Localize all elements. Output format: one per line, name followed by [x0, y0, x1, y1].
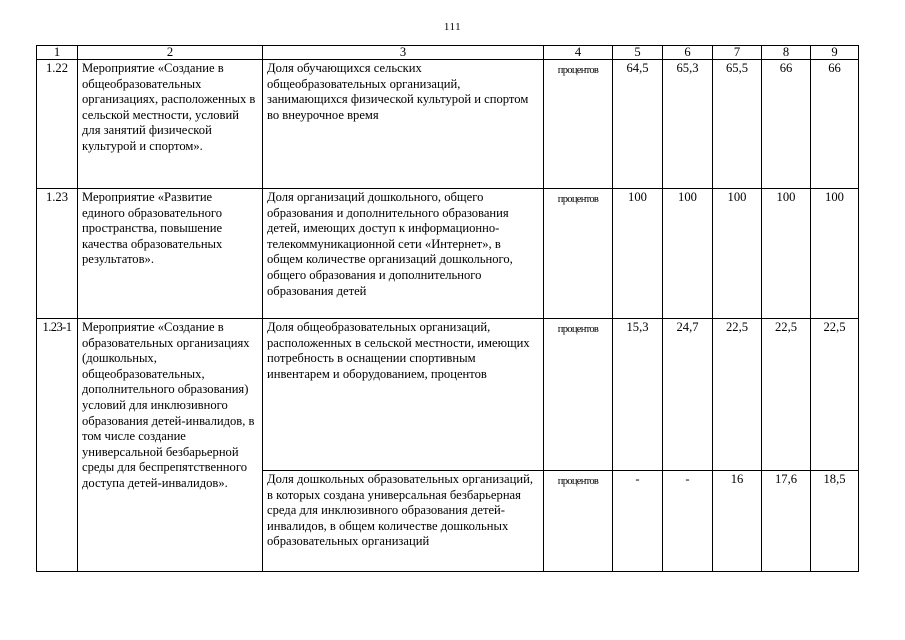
unit-cell: процентов [544, 189, 613, 319]
value-col8: 22,5 [762, 319, 811, 471]
value-col9: 22,5 [811, 319, 859, 471]
header-cell-5: 5 [613, 46, 663, 60]
header-cell-3: 3 [263, 46, 544, 60]
value-col6: - [663, 471, 713, 572]
header-cell-7: 7 [713, 46, 762, 60]
event-cell: Мероприятие «Создание в образовательных организациях (дошкольных, общеобразовательных, дополнительного образования) условий для инклюзивного образования детей-инвалидов, в том числе создание универсальной безбарьерной среды для беспрепятственного доступа детей-инвалидов». [78, 319, 263, 572]
row-number: 1.23 [37, 189, 78, 319]
page-number: 111 [443, 21, 462, 33]
value-col6: 24,7 [663, 319, 713, 471]
value-col7: 100 [713, 189, 762, 319]
header-cell-4: 4 [544, 46, 613, 60]
value-col8: 17,6 [762, 471, 811, 572]
indicator-cell: Доля обучающихся сельских общеобразовательных организаций, занимающихся физической культурой и спортом во внеурочное время [263, 60, 544, 189]
value-col7: 65,5 [713, 60, 762, 189]
value-col8: 100 [762, 189, 811, 319]
table-row [37, 60, 859, 189]
value-col5: 100 [613, 189, 663, 319]
value-col6: 65,3 [663, 60, 713, 189]
row-number: 1.23-1 [37, 319, 78, 572]
value-col5: 15,3 [613, 319, 663, 471]
event-cell: Мероприятие «Создание в общеобразовательных организациях, расположенных в сельской местности, условий для занятий физической культурой и спортом». [78, 60, 263, 189]
value-col7: 22,5 [713, 319, 762, 471]
header-cell-6: 6 [663, 46, 713, 60]
value-col9: 18,5 [811, 471, 859, 572]
row-number: 1.22 [37, 60, 78, 189]
value-col9: 66 [811, 60, 859, 189]
table-row [37, 189, 859, 319]
value-col8: 66 [762, 60, 811, 189]
header-cell-2: 2 [78, 46, 263, 60]
header-cell-9: 9 [811, 46, 859, 60]
unit-cell: процентов [544, 60, 613, 189]
value-col9: 100 [811, 189, 859, 319]
indicator-cell: Доля дошкольных образовательных организаций, в которых создана универсальная безбарьерная среда для инклюзивного образования детей-инвалидов, в общем количестве дошкольных образовательных организаций [263, 471, 544, 572]
value-col5: - [613, 471, 663, 572]
header-cell-1: 1 [37, 46, 78, 60]
unit-cell: процентов [544, 471, 613, 572]
event-cell: Мероприятие «Развитие единого образовательного пространства, повышение качества образовательных результатов». [78, 189, 263, 319]
value-col5: 64,5 [613, 60, 663, 189]
header-cell-8: 8 [762, 46, 811, 60]
indicator-cell: Доля организаций дошкольного, общего образования и дополнительного образования детей, имеющих доступ к информационно-телекоммуникационной сети «Интернет», в общем количестве организаций дошкольного, общего образования и дополнительного образования детей [263, 189, 544, 319]
indicator-cell: Доля общеобразовательных организаций, расположенных в сельской местности, имеющих потребность в оснащении спортивным инвентарем и оборудованием, процентов [263, 319, 544, 471]
value-col7: 16 [713, 471, 762, 572]
unit-cell: процентов [544, 319, 613, 471]
value-col6: 100 [663, 189, 713, 319]
table-row [37, 319, 859, 471]
header-row [37, 46, 859, 60]
program-indicators-table [36, 45, 859, 572]
